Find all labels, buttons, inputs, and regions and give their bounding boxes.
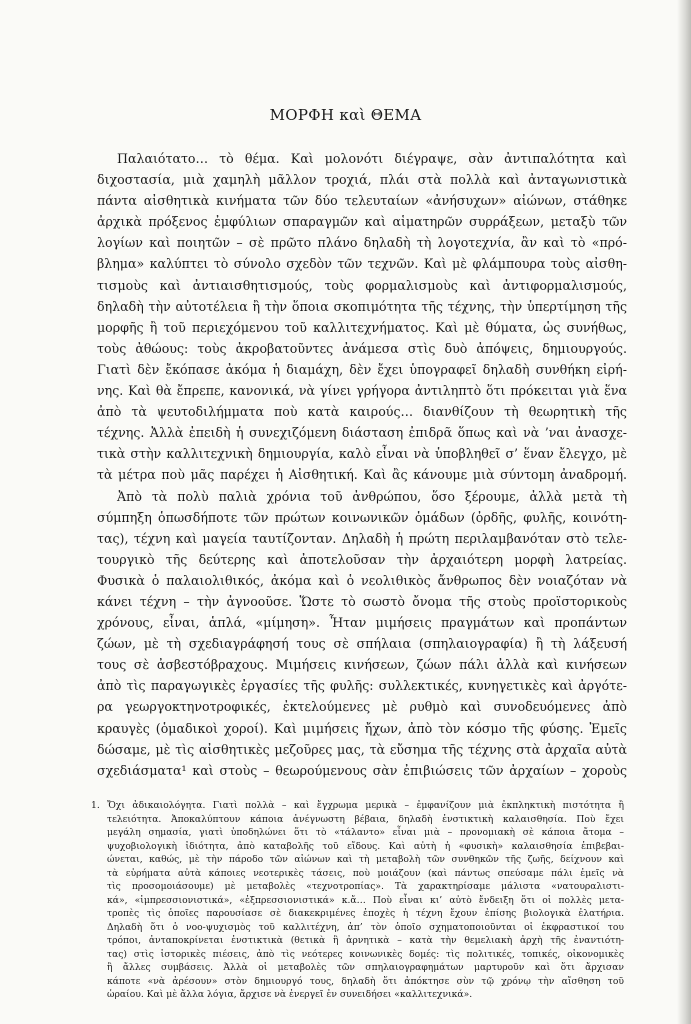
footnote-line: ἢ ἄλλες συμβάσεις. Ἀλλὰ οἱ μεταβολὲς τῶν σπηλαιογραφημάτων μαρτυροῦν καὶ ὅτι ἄρχισαν (107, 962, 624, 973)
footnote-line: τας) στὶς ἱστορικὲς πιέσεις, ἀπὸ τὶς νεότερες κοινωνικὲς δομές: τὶς πολιτικές, τοπικές, οἰκονομικὲς (107, 948, 624, 960)
body-line: τὰ μέτρα ποὺ μᾶς παρέχει ἡ Αἰσθητική. Καὶ ἂς κάνουμε μιὰ σύντομη ἀναδρομή. (97, 467, 627, 483)
page-edge-shadow (677, 0, 691, 1024)
body-line: λογίων καὶ ποιητῶν – σὲ πρῶτο πλάνο δηλαδὴ τὴ λογοτεχνία, ἂν καὶ τὸ «πρό- (97, 235, 627, 251)
footnote-line: ώνεται, καθώς, μὲ τὴν πάροδο τῶν αἰώνων καὶ τὴ μεταβολὴ τῶν συνθηκῶν τῆς ζωῆς, δείχνουν καὶ (107, 854, 624, 865)
body-line: σχεδιάσματα¹ καὶ στοὺς – θεωρούμενους σὰν ἐπιβιώσεις τῶν ἀρχαίων – χοροὺς (97, 762, 627, 778)
body-line: Φυσικὰ ὁ παλαιολιθικός, ἀκόμα καὶ ὁ νεολιθικὸς ἄνθρωπος δὲν νοιαζόταν νὰ (97, 572, 627, 588)
footnote-line: τρόποι, ἀνταποκρίνεται ἐνστικτικὰ (θετικὰ ἢ ἀρνητικὰ – κατὰ τὴν θεμελιακὴ ἀρχὴ τῆς ἐναντιότη- (107, 935, 624, 946)
footnote-line: μεγάλη σημασία, γιατὶ ὑποδηλώνει ὅτι τὸ «τάλαντο» εἶναι μιὰ – προνομιακὴ σὲ κάποια ἄτομα – (107, 827, 624, 838)
body-line: ἀρχικὰ πρόξενος ἐμφύλιων σπαραγμῶν καὶ αἱματηρῶν συρράξεων, μεταξὺ τῶν (97, 214, 627, 230)
body-line: βλημα» καλύπτει τὸ σύνολο σχεδὸν τῶν τεχνῶν. Καὶ μὲ φλάμπουρα τοὺς αἰσθη- (97, 256, 627, 272)
footnotes (91, 799, 624, 1002)
body-line: ζώων, μὲ τὴ σχεδιαγράφησή τους σὲ σπήλαια (σπηλαιογραφία) ἢ τὴ λάξευσή (97, 636, 627, 652)
footnote-line: Δηλαδὴ ὅτι ὁ νοο-ψυχισμὸς τοῦ καλλιτέχνη, ἀπ’ τὸν ὁποῖο σχηματοποιοῦνται οἱ ἐκφραστικοί του (107, 921, 624, 933)
body-line: Παλαιότατο… τὸ θέμα. Καὶ μολονότι διέγραψε, σὰν ἀντιπαλότητα καὶ (117, 151, 627, 166)
body-line: πάντα αἰσθητικὰ κινήματα τῶν δύο τελευταίων «ἀνήσυχων» αἰώνων, στάθηκε (97, 193, 627, 209)
body-line: ἀπὸ τὰ ψευτοδιλήμματα ποὺ κατὰ καιρούς… διανθίζουν τὴ θεωρητικὴ τῆς (97, 404, 627, 420)
footnote-line: κά», «ἰμπρεσσιονιστικά», «ἐξπρεσσιονιστικά» κ.ἄ… Ποὺ εἶναι κι’ αὐτὸ ἔνδειξη ὅτι οἱ πολλὲς μετα- (107, 894, 624, 906)
footnote-line: ὡραίου. Καὶ μὲ ἄλλα λόγια, ἄρχισε νὰ ἐνεργεῖ ἐν συνειδήσει «καλλιτεχνικά». (107, 989, 473, 1000)
body-line: τικὰ στὴν καλλιτεχνικὴ δημιουργία, καλὸ εἶναι νὰ ὑποβληθεῖ σ’ ἕναν ἔλεγχο, μὲ (97, 446, 627, 462)
body-line: νης. Καὶ θὰ ἔπρεπε, κανονικά, νὰ γίνει γρήγορα ἀντιληπτὸ ὅτι πρόκειται γιὰ ἕνα (97, 383, 627, 399)
body-line: σύμπηξη ὁπωσδήποτε τῶν πρώτων κοινωνικῶν ὁμάδων (ὀρδῆς, φυλῆς, κοινότη- (97, 509, 627, 525)
footnote-line: τὶς προσομοιάσουμε) μὲ μεταβολὲς «τεχνοτροπίας». Τὰ χαρακτηρίσαμε μάλιστα «νατουραλιστι- (107, 881, 624, 892)
body-line: ἀπὸ τὶς παραγωγικὲς ἐργασίες τῆς φυλῆς: συλλεκτικές, κυνηγετικὲς καὶ ἀργότε- (97, 678, 627, 694)
body-line: κάνει τέχνη – τὴν ἀγνοοῦσε. Ὥστε τὸ σωστὸ ὄνομα τῆς στοὺς προϊστορικοὺς (97, 593, 627, 609)
body-line: τους σὲ ἀσβεστόβραχους. Μιμήσεις κινήσεων, ζώων πάλι ἀλλὰ καὶ κινήσεων (97, 657, 627, 673)
body-line: ρα γεωργοκτηνοτροφικές, ἐκτελούμενες μὲ ρυθμὸ καὶ συνοδευόμενες ἀπὸ (97, 699, 627, 715)
body-line: τέχνης. Ἀλλὰ ἐπειδὴ ἡ συνεχιζόμενη διάσταση ἐπιδρᾶ ὅπως καὶ νὰ ’ναι ἀνασχε- (97, 425, 627, 441)
body-line: τισμοὺς καὶ ἀντιαισθητισμούς, τοὺς φορμαλισμοὺς καὶ ἀντιφορμαλισμούς, (97, 277, 627, 293)
body-line: δώσαμε, μὲ τὶς αἰσθητικὲς μεζοῦρες μας, τὰ εὔσημα τῆς τέχνης στὰ ἀρχαῖα αὐτὰ (97, 741, 627, 757)
footnote-line: 1. Ὄχι ἀδικαιολόγητα. Γιατὶ πολλὰ – καὶ ἔγχρωμα μερικὰ – ἐμφανίζουν μιὰ ἐκπληκτικὴ πιστότητα ἢ (91, 800, 624, 811)
body-line: χρόνους, εἶναι, ἁπλά, «μίμηση». Ἦταν μιμήσεις πραγμάτων καὶ προπάντων (97, 615, 627, 631)
body-line: τοὺς ἀθώους: τοὺς ἀκροβατοῦντες ἀνάμεσα στὶς δυὸ ἀπόψεις, δημιουργούς. (97, 340, 627, 356)
body-line: Γιατὶ δὲν ἔκόπασε ἀκόμα ἡ διαμάχη, δὲν ἔχει ὑπογραφεῖ δηλαδὴ συνθήκη εἰρή- (97, 361, 627, 377)
page-title: ΜΟΡΦΗ καὶ ΘΕΜΑ (269, 106, 422, 124)
body-line: τουργικὸ τῆς δεύτερης καὶ ἀποτελοῦσαν τὴν ἀρχαιότερη μορφὴ λατρείας. (97, 551, 627, 567)
footnote-line: τὰ εὑρήματα αὐτὰ κάποιες νεοτερικὲς τάσεις, ποὺ μοιάζουν (καὶ πάντως σπεύσαμε πάλι ἐμεῖς νὰ (107, 867, 624, 879)
body-line: διχοστασία, μιὰ χαμηλὴ μᾶλλον τροχιά, πλάι στὰ πολλὰ καὶ ἀνταγωνιστικὰ (97, 172, 627, 188)
footnote-line: κάποτε «νὰ ἀρέσουν» στὸν δημιουργό τους, δηλαδὴ ὅτι ἀπόκτησε σὺν τῷ χρόνῳ τὴν αἴσθηση τοῦ (107, 975, 624, 987)
footnote-line: τελειότητα. Ἀποκαλύπτουν κάποια ἀνέγνωστη βέβαια, δηλαδὴ ἐνστικτικὴ καλαισθησία. Ποὺ ἔχει (107, 813, 624, 825)
body-text (97, 148, 627, 781)
body-line: δηλαδὴ τὴν αὐτοτέλεια ἢ τὴν ὅποια σκοπιμότητα τῆς τέχνης, τὴν ὑπερτίμηση τῆς (97, 298, 627, 314)
body-line: μορφῆς ἢ τοῦ περιεχόμενου τοῦ καλλιτεχνήματος. Καὶ μὲ θύματα, ὡς συνήθως, (97, 319, 627, 335)
body-line: τας), τέχνη καὶ μαγεία ταυτίζονταν. Δηλαδὴ ἡ πρώτη περιλαμβανόταν στὸ τελε- (97, 530, 627, 546)
footnote-line: τροπὲς τὶς ὁποῖες παρουσίασε σὲ διακεκριμένες ἐποχὲς ἡ τέχνη ἔχουν ἐπίσης βιολογικὰ ἐλατήρια. (107, 908, 624, 919)
body-line: Ἀπὸ τὰ πολὺ παλιὰ χρόνια τοῦ ἀνθρώπου, ὅσο ξέρουμε, ἀλλὰ μετὰ τὴ (117, 488, 627, 504)
body-line: κραυγὲς (ὁμαδικοὶ χοροί). Καὶ μιμήσεις ἤχων, ἀπὸ τὸν κόσμο τῆς φύσης. Ἐμεῖς (97, 720, 627, 736)
footnote-line: ψυχοβιολογικὴ ἰδιότητα, ἀπὸ καταβολῆς τοῦ εἴδους. Καὶ αὐτὴ ἡ «φυσικὴ» καλαισθησία ἐπιβεβαι- (107, 840, 624, 852)
